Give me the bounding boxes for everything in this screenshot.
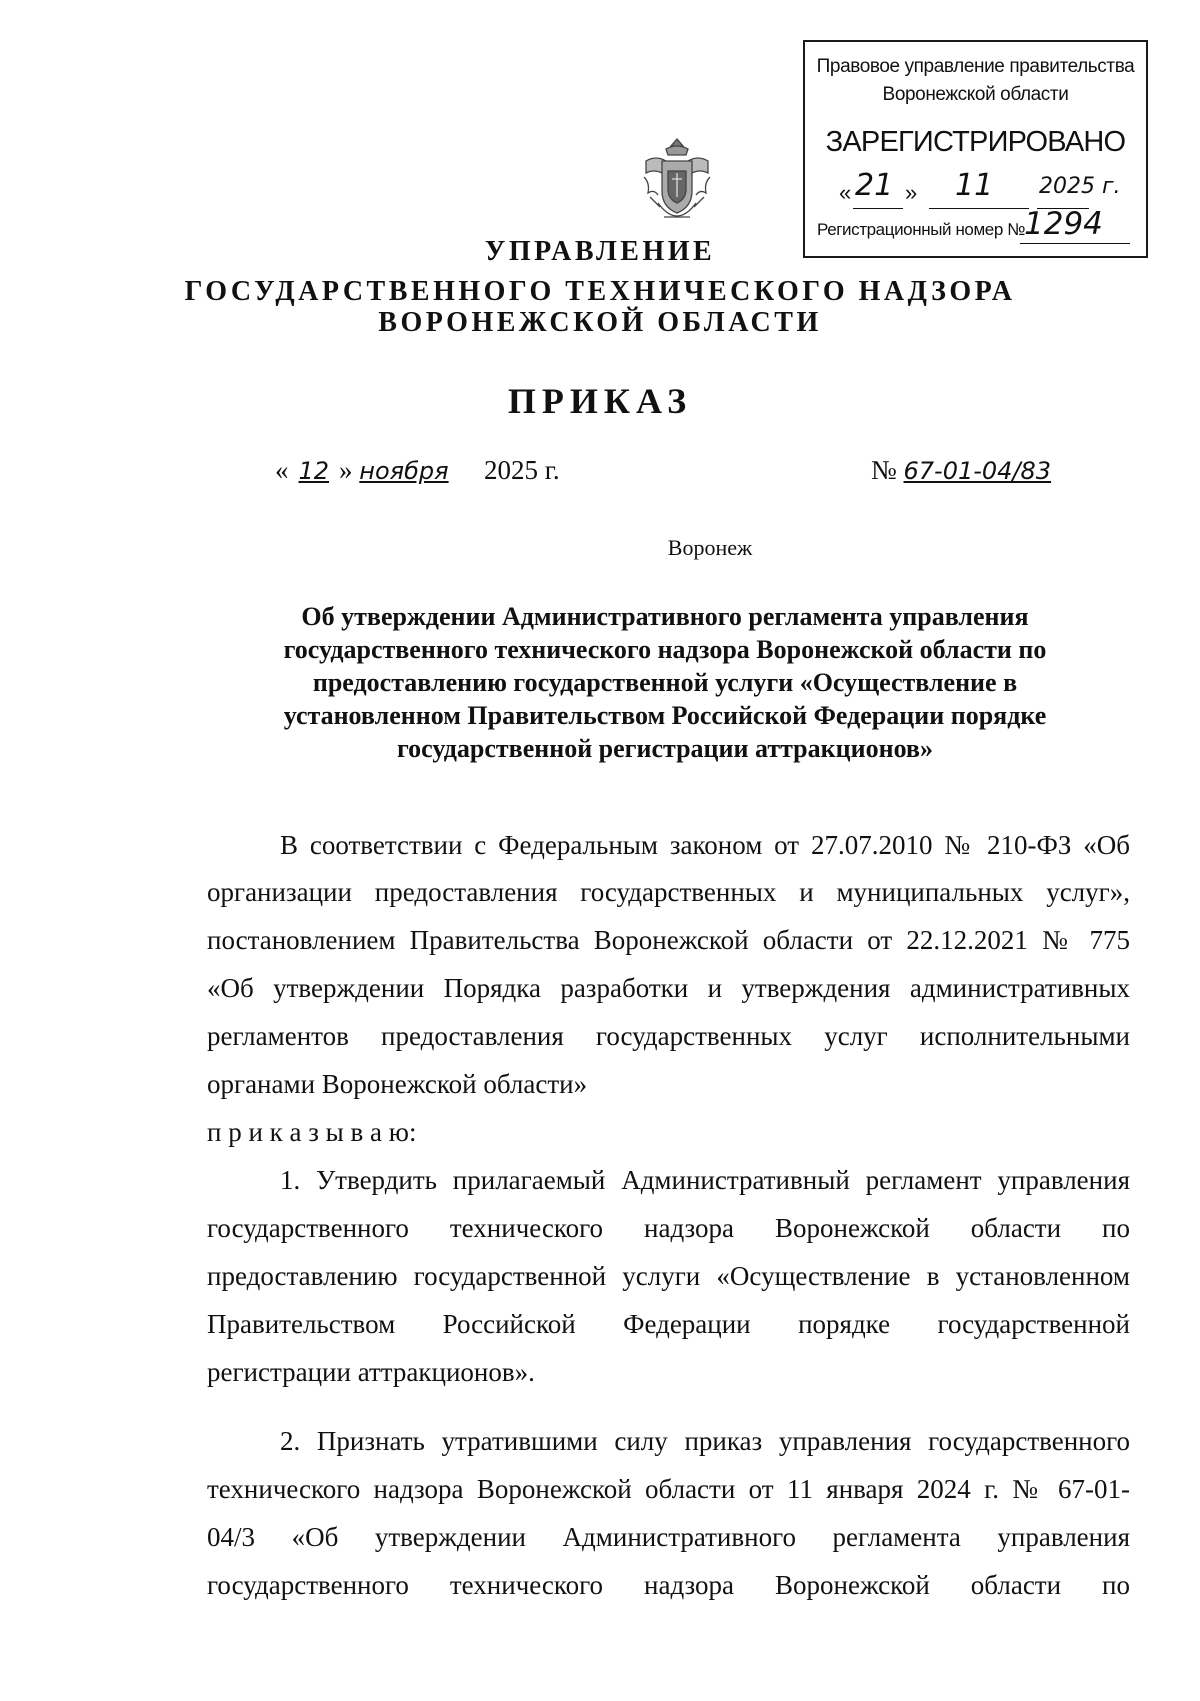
clause-2-line: технического надзора Воронежской области от 11 января 2024 г. № 67-01-: [207, 1474, 1130, 1504]
subject-line: предоставлению государственной услуги «Осуществление в: [312, 668, 1018, 697]
clause-1-line: Правительством Российской Федерации порядке государственной: [207, 1309, 1130, 1339]
stamp-day: 21: [855, 168, 894, 203]
order-number-value: 67-01-04/83: [903, 457, 1052, 485]
body-line: В соответствии с Федеральным законом от 27.07.2010 № 210-ФЗ «Об: [280, 830, 1130, 860]
subject-line: Об утверждении Административного регламента управления: [301, 602, 1029, 631]
body-line: органами Воронежской области»: [207, 1069, 588, 1099]
stamp-reg-label: Регистрационный номер №: [817, 220, 1026, 239]
clause-2-line: 04/3 «Об утверждении Административного регламента управления: [207, 1522, 1130, 1552]
order-title: ПРИКАЗ: [507, 381, 693, 421]
body-line: постановлением Правительства Воронежской области от 22.12.2021 № 775: [207, 925, 1130, 955]
clause-1-line: 1. Утвердить прилагаемый Административный регламент управления: [280, 1165, 1130, 1195]
header-line1: УПРАВЛЕНИЕ: [484, 236, 716, 267]
clause-2-line: государственного технического надзора Воронежской области по: [207, 1570, 1130, 1600]
clause-1-line: государственного технического надзора Воронежской области по: [207, 1213, 1130, 1243]
subject-line: установленном Правительством Российской Федерации порядке: [283, 701, 1047, 730]
clause-1-line: предоставлению государственной услуги «Осуществление в установленном: [207, 1261, 1130, 1291]
clause-2-line: 2. Признать утратившими силу приказ управления государственного: [280, 1426, 1130, 1456]
order-subject: [200, 600, 1130, 765]
order-year: 2025 г.: [484, 455, 560, 485]
coat-of-arms-icon: [636, 133, 718, 233]
subject-line: государственной регистрации аттракционов»: [397, 734, 933, 763]
stamp-reg-number: 1294: [1024, 206, 1103, 242]
order-number: [871, 455, 1051, 486]
order-city: Воронеж: [667, 535, 753, 560]
registration-stamp: [803, 40, 1148, 258]
stamp-authority-line1: Правовое управление правительства: [816, 56, 1135, 77]
order-day: 12: [298, 457, 330, 485]
header-line2: ГОСУДАРСТВЕННОГО ТЕХНИЧЕСКОГО НАДЗОРА: [184, 276, 1016, 307]
stamp-quote-close: »: [905, 180, 918, 205]
body-line: организации предоставления государственных и муниципальных услуг»,: [207, 877, 1130, 907]
stamp-year: 2025 г.: [1039, 174, 1121, 199]
clause-1-line: регистрации аттракционов».: [207, 1357, 535, 1387]
stamp-status: ЗАРЕГИСТРИРОВАНО: [825, 126, 1126, 158]
subject-line: государственного технического надзора Воронежской области по: [283, 635, 1047, 664]
body-line: «Об утверждении Порядка разработки и утверждения административных: [207, 973, 1130, 1003]
header-line3: ВОРОНЕЖСКОЙ ОБЛАСТИ: [378, 307, 822, 338]
order-month: ноября: [359, 457, 449, 485]
body-line: регламентов предоставления государственных услуг исполнительными: [207, 1021, 1130, 1051]
order-verb: п р и к а з ы в а ю:: [207, 1117, 417, 1147]
stamp-month: 11: [955, 168, 994, 203]
stamp-date: [839, 168, 1129, 208]
stamp-quote-open: «: [839, 180, 852, 205]
stamp-authority-line2: Воронежской области: [882, 84, 1069, 105]
order-date: « 12 » ноября 2025 г.: [275, 455, 560, 485]
order-number-sign: №: [871, 455, 897, 485]
